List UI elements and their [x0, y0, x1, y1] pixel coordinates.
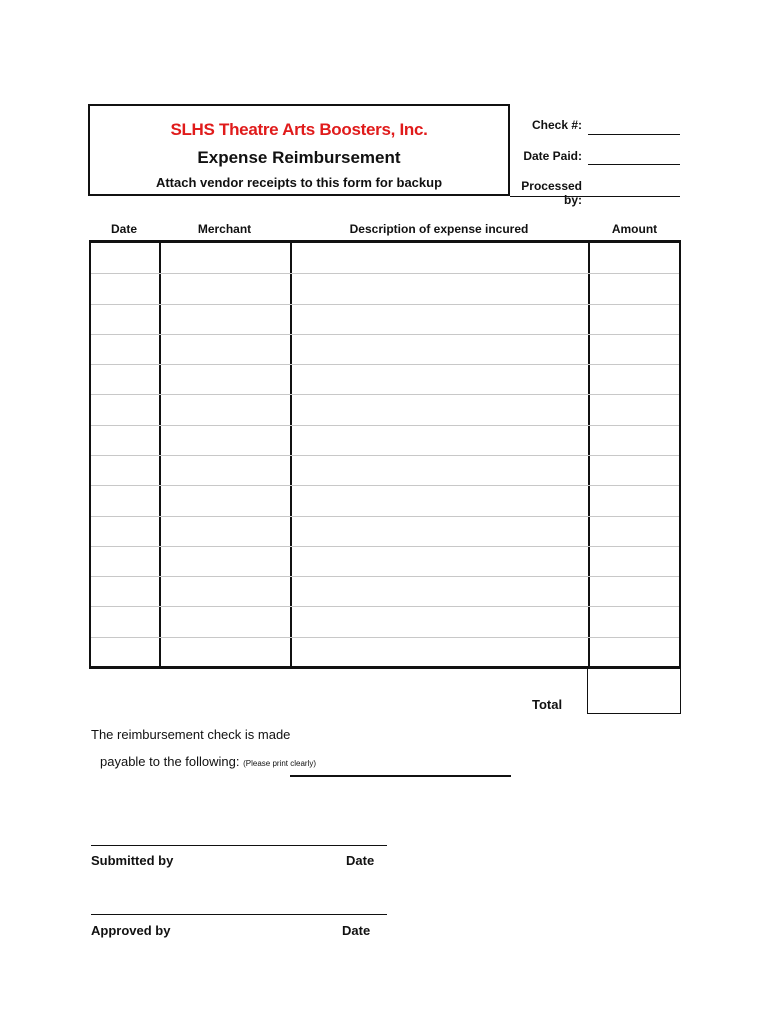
form-subtitle: Attach vendor receipts to this form for backup: [155, 175, 443, 190]
table-row-divider: [91, 516, 679, 517]
submitted-signature-line[interactable]: [91, 845, 387, 846]
payee-name-field[interactable]: [290, 775, 511, 777]
expense-table: [89, 240, 681, 669]
payee-instruction-line1: The reimbursement check is made: [91, 727, 291, 742]
organization-name: SLHS Theatre Arts Boosters, Inc.: [170, 120, 428, 139]
processed-by-field[interactable]: [510, 196, 680, 197]
table-row-divider: [91, 364, 679, 365]
table-row-divider: [91, 576, 679, 577]
approved-by-label: Approved by: [91, 923, 171, 938]
table-row-divider: [91, 304, 679, 305]
check-number-label: Check #:: [531, 118, 582, 132]
date-paid-field[interactable]: [588, 164, 680, 165]
print-clearly-note: (Please print clearly): [243, 759, 317, 768]
table-row-divider: [91, 485, 679, 486]
table-row-divider: [91, 637, 679, 638]
total-label: Total: [532, 697, 563, 712]
form-title: Expense Reimbursement: [197, 148, 401, 167]
total-amount-field[interactable]: [587, 669, 681, 714]
payee-instruction-line2: [100, 754, 316, 769]
table-row-divider: [91, 394, 679, 395]
approved-signature-line[interactable]: [91, 914, 387, 915]
check-number-field[interactable]: [588, 134, 680, 135]
table-row-divider: [91, 273, 679, 274]
payee-instruction-text: payable to the following:: [100, 754, 240, 769]
table-row-divider: [91, 546, 679, 547]
table-row-divider: [91, 455, 679, 456]
submitted-by-label: Submitted by: [91, 853, 174, 868]
column-header-description: Description of expense incured: [349, 222, 529, 236]
form-header: [88, 104, 510, 196]
column-header-merchant: Merchant: [197, 222, 252, 236]
submitted-date-label: Date: [346, 853, 375, 868]
approved-date-label: Date: [342, 923, 371, 938]
table-row-divider: [91, 606, 679, 607]
column-header-amount: Amount: [611, 222, 658, 236]
processed-by-label: Processed by:: [521, 179, 582, 207]
table-row-divider: [91, 334, 679, 335]
date-paid-label: Date Paid:: [523, 149, 582, 163]
table-row-divider: [91, 425, 679, 426]
column-header-date: Date: [110, 222, 137, 236]
